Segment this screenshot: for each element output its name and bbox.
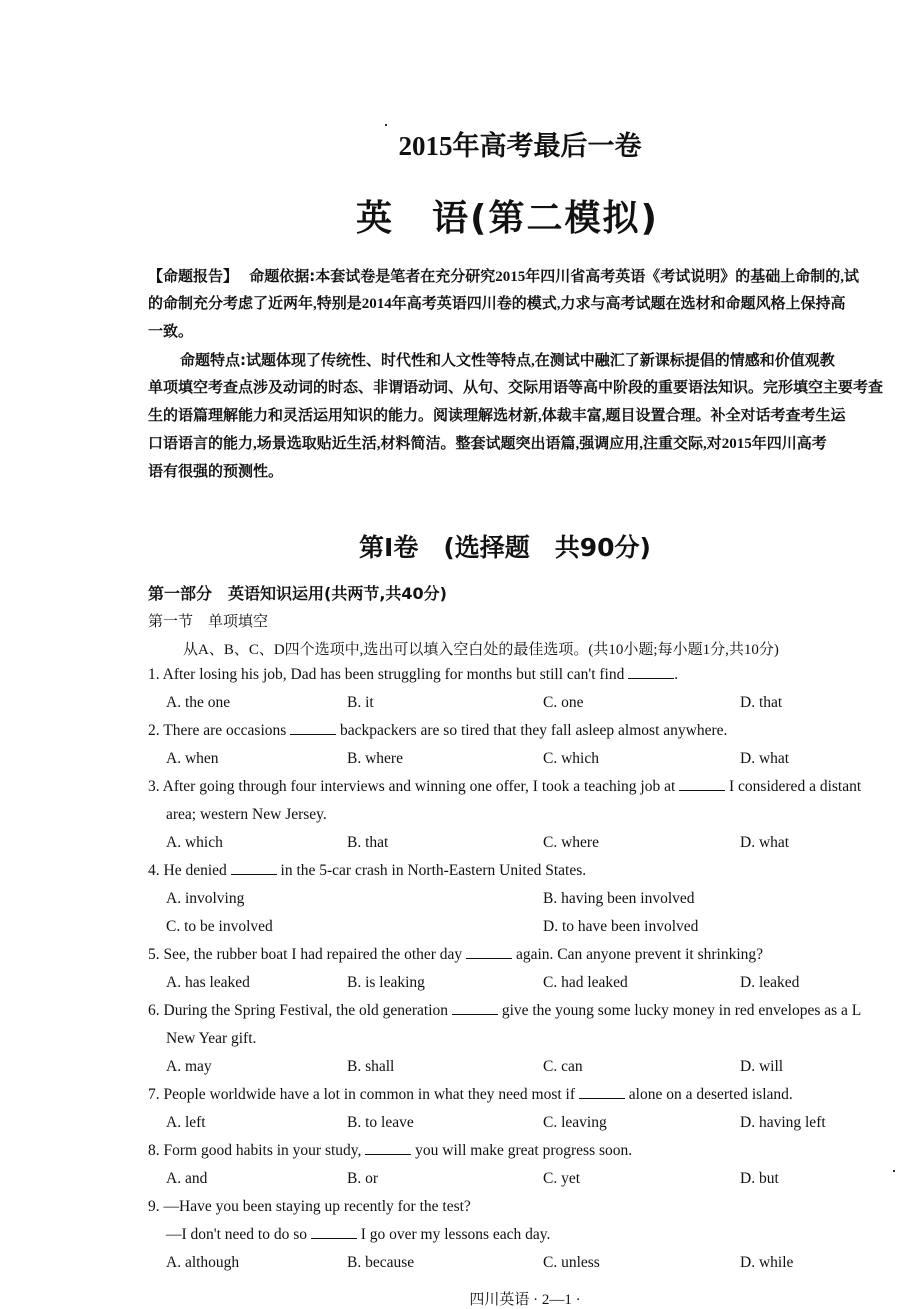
report-label: 【命题报告】 — [148, 267, 239, 285]
features-line-2: 单项填空考查点涉及动词的时态、非谓语动词、从句、交际用语等高中阶段的重要语法知识。完形填空主要考查 — [148, 380, 884, 396]
q1-option-c: C. one — [543, 694, 584, 711]
instructions: 从A、B、C、D四个选项中,选出可以填入空白处的最佳选项。(共10小题;每小题1分,共10分) — [183, 642, 779, 658]
features-text: 试题体现了传统性、时代性和人文性等特点,在测试中融汇了新课标提倡的情感和价值观教 — [246, 353, 835, 369]
part-title: 第一部分 英语知识运用(共两节,共40分) — [148, 584, 447, 603]
answer-blank — [466, 946, 512, 959]
q3-option-d: D. what — [740, 834, 790, 851]
q4-option-a: A. involving — [166, 890, 245, 907]
features-line-5: 语有很强的预测性。 — [148, 464, 284, 480]
answer-blank — [679, 778, 725, 791]
q2-option-d: D. what — [740, 750, 790, 767]
exam-subtitle: 英 语(第二模拟) — [356, 198, 659, 239]
q1-option-b: B. it — [347, 694, 374, 711]
features-line-4: 口语语言的能力,场景选取贴近生活,材料简洁。整套试题突出语篇,强调应用,注重交际,对2015年四川高考 — [148, 436, 827, 452]
question-9-stem-cont: —I don't need to do so I go over my lessons each day. — [166, 1226, 551, 1243]
q4-option-d: D. to have been involved — [543, 918, 699, 935]
q1-option-d: D. that — [740, 694, 783, 711]
answer-blank — [311, 1226, 357, 1239]
question-3-stem: 3. After going through four interviews and winning one offer, I took a teaching job at I considered a distant — [148, 778, 862, 795]
q4-option-b: B. having been involved — [543, 890, 695, 907]
q8-option-c: C. yet — [543, 1170, 581, 1187]
answer-blank — [452, 1002, 498, 1015]
features-label: 命题特点: — [180, 351, 246, 369]
q8-option-d: D. but — [740, 1170, 779, 1187]
q7-option-c: C. leaving — [543, 1114, 607, 1131]
features-line-1 — [180, 346, 835, 375]
subsection-title: 第一节 单项填空 — [148, 612, 269, 630]
q3-option-c: C. where — [543, 834, 599, 851]
q2-option-a: A. when — [166, 750, 219, 767]
basis-label: 命题依据: — [249, 267, 316, 285]
question-4-stem: 4. He denied in the 5-car crash in North-Eastern United States. — [148, 862, 587, 879]
question-8-stem: 8. Form good habits in your study, you will make great progress soon. — [148, 1142, 633, 1159]
question-3-stem-cont: area; western New Jersey. — [166, 806, 327, 823]
q6-option-d: D. will — [740, 1058, 784, 1075]
answer-blank — [628, 666, 674, 679]
q6-option-b: B. shall — [347, 1058, 395, 1075]
exam-title: 2015年高考最后一卷 — [398, 131, 642, 161]
q9-option-c: C. unless — [543, 1254, 600, 1271]
q2-option-b: B. where — [347, 750, 403, 767]
q9-option-b: B. because — [347, 1254, 415, 1271]
q7-option-d: D. having left — [740, 1114, 826, 1131]
q7-option-b: B. to leave — [347, 1114, 414, 1131]
q5-option-d: D. leaked — [740, 974, 800, 991]
page-footer: 四川英语 · 2—1 · — [469, 1292, 581, 1308]
question-7-stem: 7. People worldwide have a lot in common in what they need most if alone on a deserted island. — [148, 1086, 793, 1103]
section-title: 第Ⅰ卷 (选择题 共90分) — [359, 533, 651, 562]
q2-option-c: C. which — [543, 750, 599, 767]
answer-blank — [231, 862, 277, 875]
q3-option-a: A. which — [166, 834, 223, 851]
features-line-3: 生的语篇理解能力和灵活运用知识的能力。阅读理解选材新,体裁丰富,题目设置合理。补全对话考查考生运 — [148, 408, 846, 424]
q6-option-c: C. can — [543, 1058, 583, 1075]
q5-option-b: B. is leaking — [347, 974, 425, 991]
question-2-stem: 2. There are occasions backpackers are so tired that they fall asleep almost anywhere. — [148, 722, 728, 739]
q8-option-b: B. or — [347, 1170, 378, 1187]
question-9-stem: 9. —Have you been staying up recently for the test? — [148, 1198, 471, 1215]
report-line-2: 的命制充分考虑了近两年,特别是2014年高考英语四川卷的模式,力求与高考试题在选材和命题风格上保持高 — [148, 296, 846, 312]
answer-blank — [365, 1142, 411, 1155]
report-line-1 — [148, 262, 859, 291]
question-6-stem-cont: New Year gift. — [166, 1030, 257, 1047]
answer-blank — [290, 722, 336, 735]
q9-option-a: A. although — [166, 1254, 240, 1271]
q7-option-a: A. left — [166, 1114, 206, 1131]
q9-option-d: D. while — [740, 1254, 794, 1271]
question-6-stem: 6. During the Spring Festival, the old generation give the young some lucky money in red envelopes as a L — [148, 1002, 862, 1019]
q8-option-a: A. and — [166, 1170, 208, 1187]
q6-option-a: A. may — [166, 1058, 212, 1075]
q5-option-c: C. had leaked — [543, 974, 628, 991]
report-line-3: 一致。 — [148, 324, 194, 340]
q4-option-c: C. to be involved — [166, 918, 273, 935]
q1-option-a: A. the one — [166, 694, 231, 711]
answer-blank — [579, 1086, 625, 1099]
q3-option-b: B. that — [347, 834, 389, 851]
basis-text: 本套试卷是笔者在充分研究2015年四川省高考英语《考试说明》的基础上命制的,试 — [315, 269, 860, 285]
q5-option-a: A. has leaked — [166, 974, 250, 991]
question-1-stem: 1. After losing his job, Dad has been struggling for months but still can't find . — [148, 666, 679, 683]
question-5-stem: 5. See, the rubber boat I had repaired the other day again. Can anyone prevent it shrinking? — [148, 946, 764, 963]
scan-speck — [893, 1170, 895, 1172]
